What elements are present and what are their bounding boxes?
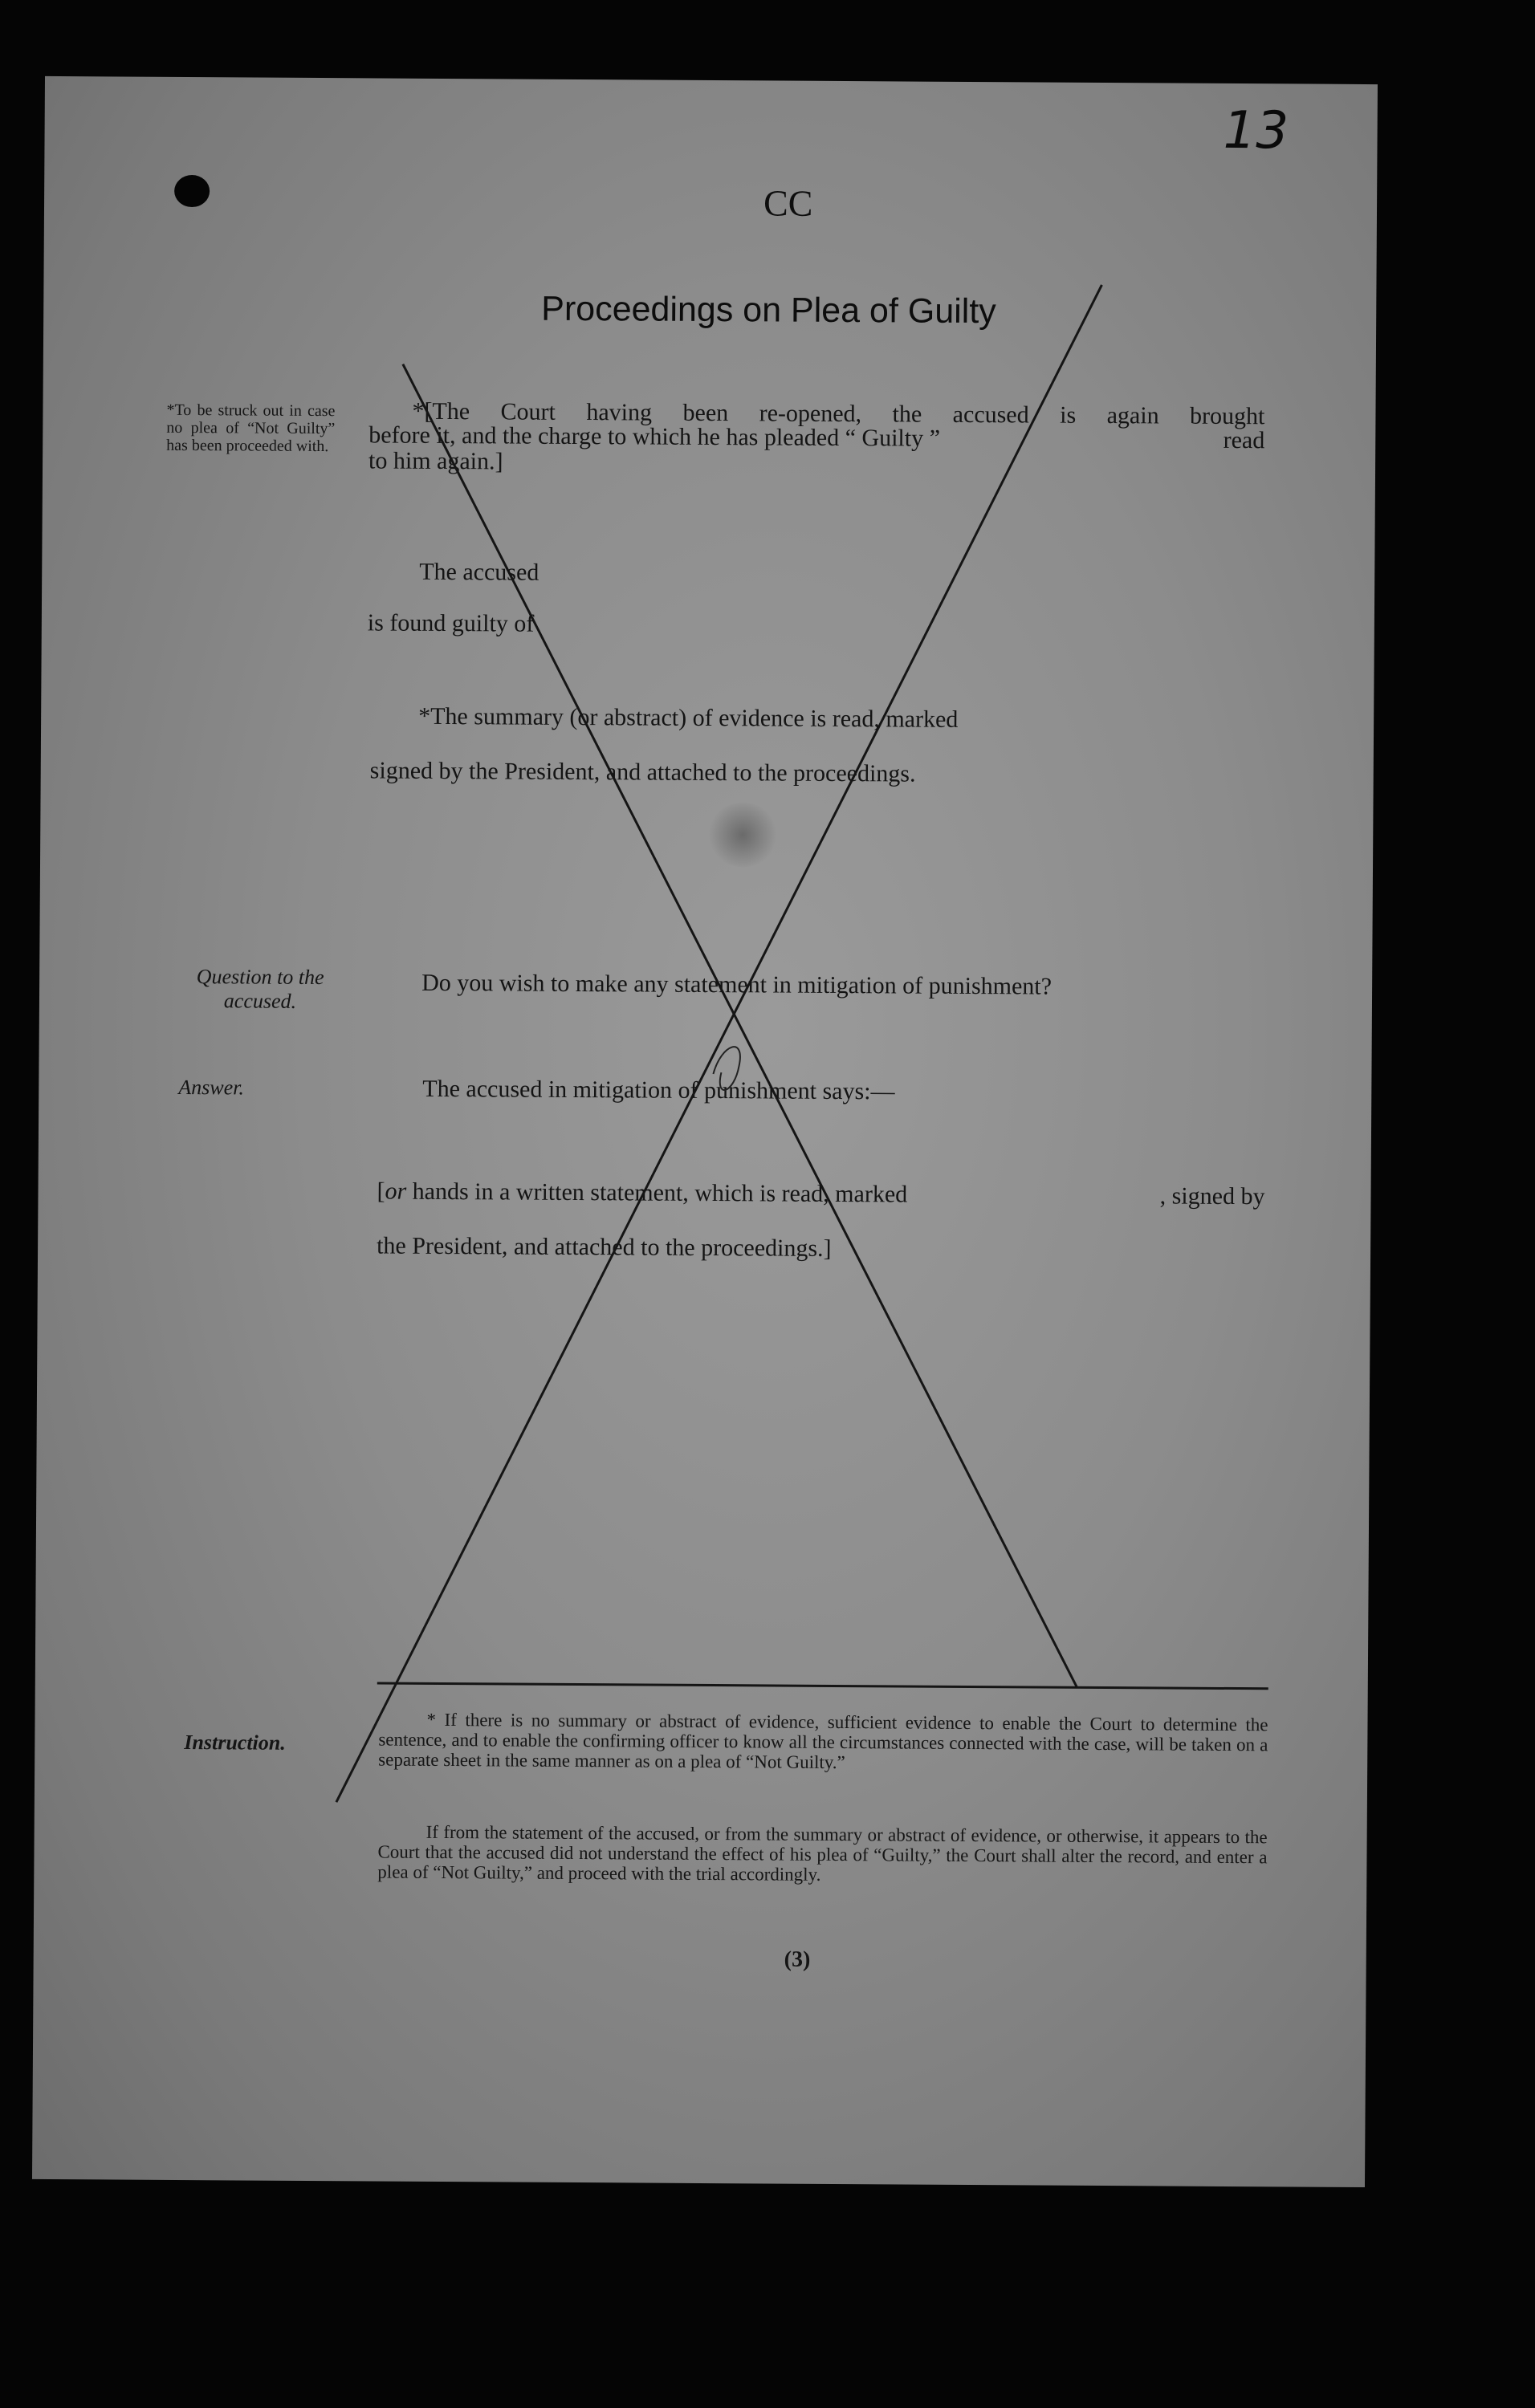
court-reopened-read-word: read — [1223, 426, 1265, 454]
answer-text: The accused in mitigation of punishment says:— — [422, 1075, 895, 1105]
word: accused — [952, 401, 1029, 429]
word: having — [586, 399, 653, 426]
word: again — [1106, 402, 1159, 429]
document-page — [32, 76, 1378, 2187]
written-statement-line-2: the President, and attached to the proceedings.] — [377, 1232, 832, 1262]
summary-line-2: signed by the President, and attached to the proceedings. — [369, 757, 916, 787]
folio-number: (3) — [784, 1946, 811, 1972]
written-statement-signed-by: , signed by — [1159, 1182, 1265, 1210]
page-title: Proceedings on Plea of Guilty — [541, 289, 996, 332]
answer-label: Answer. — [178, 1075, 245, 1100]
accused-label: The accused — [419, 558, 539, 586]
found-guilty-label: is found guilty of — [367, 609, 535, 637]
instruction-paragraph-1: * If there is no summary or abstract of evidence, sufficient evidence to enable the Court to determine the sentence, and to enable the confirming officer to know all the circumstances connected with the case, will be taken on a separate sheet in the same manner as on a plea of “Not Guilty.” — [378, 1709, 1268, 1773]
instruction-label: Instruction. — [184, 1731, 286, 1755]
word: brought — [1190, 402, 1265, 430]
cross-stroke-right — [336, 280, 1102, 1807]
cross-stroke-left — [395, 364, 1085, 1688]
written-statement-or: or — [385, 1178, 407, 1205]
written-statement-line-1-text: hands in a written statement, which is read, marked — [406, 1178, 908, 1208]
form-code: CC — [763, 182, 813, 224]
word: the — [892, 401, 922, 428]
instruction-paragraph-2: If from the statement of the accused, or from the summary or abstract of evidence, or otherwise, it appears to the Court that the accused did not understand the effect of his plea of “Guilty,” the Court shall alter the record, and enter a plea of “Not Guilty,” and proceed with the trial accordingly. — [377, 1821, 1268, 1885]
court-reopened-line-2-text: before it, and the charge to which he has pleaded “ Guilty ” — [368, 421, 941, 452]
word: Court — [500, 398, 556, 425]
question-text: Do you wish to make any statement in mitigation of punishment? — [421, 969, 1053, 1000]
strike-through-cross — [32, 76, 1378, 2187]
word: re-opened, — [759, 400, 862, 428]
question-label: Question to the accused. — [196, 965, 324, 1013]
word: *[The — [412, 397, 470, 425]
handwritten-page-number: 13 — [1223, 100, 1289, 161]
summary-line-1: *The summary (or abstract) of evidence is read, marked — [418, 702, 959, 733]
court-reopened-line-3: to him again.] — [368, 447, 503, 475]
word: been — [682, 399, 729, 427]
scribble-mark — [713, 1047, 740, 1090]
margin-note-strike-out: *To be struck out in case no plea of “Not Guilty” has been proceeded with. — [166, 401, 336, 456]
word: is — [1060, 401, 1077, 429]
written-statement-bracket: [ — [377, 1178, 385, 1205]
